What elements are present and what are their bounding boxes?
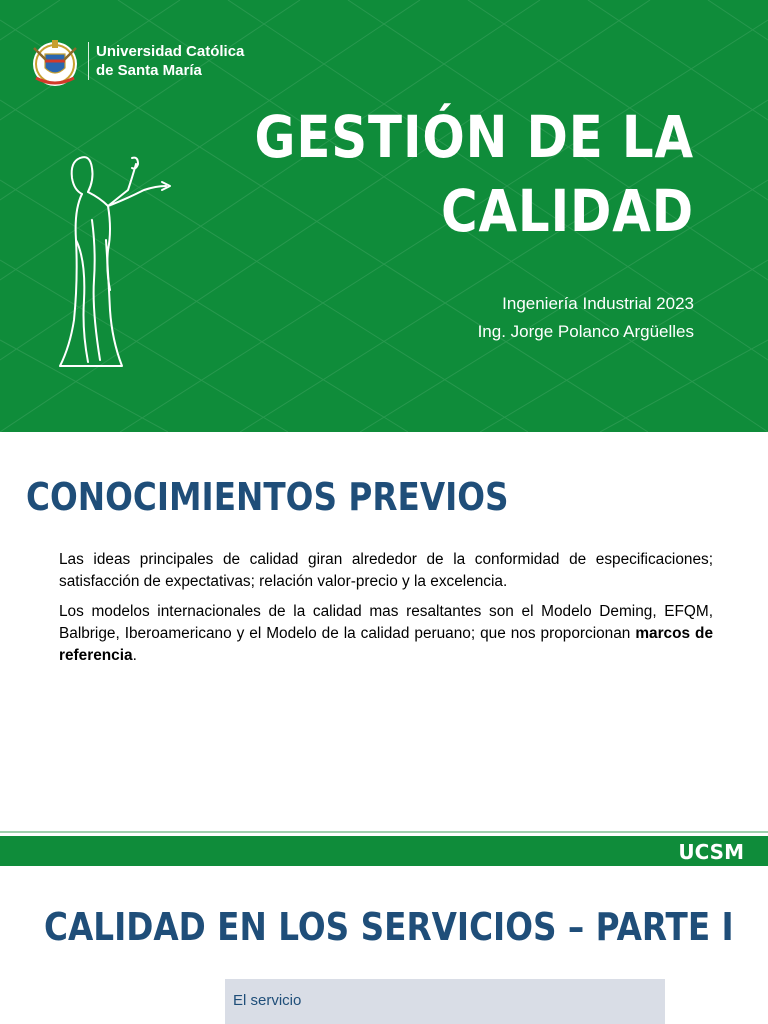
logo-divider [88,42,89,80]
title-line2: CALIDAD [441,177,694,245]
university-name [96,42,244,80]
university-crest-icon [28,34,82,90]
content-box-label: El servicio [233,992,302,1009]
title-slide [0,0,768,432]
slide-footer [0,836,768,866]
paragraph-models-bold: marcos de referencia [59,625,714,664]
paragraph-models-end: . [132,647,137,664]
presentation-subtitle [478,290,694,346]
slide-heading: CALIDAD EN LOS SERVICIOS – PARTE I [44,905,734,949]
footer-brand: UCSM [678,840,744,864]
paragraph-quality-ideas: Las ideas principales de calidad giran alrededor de la conformidad de especificaciones; satisfacción de expectativas; relación valor-precio y la excelencia. [59,551,713,590]
paragraph-models-text: Los modelos internacionales de la calidad mas resaltantes son el Modelo Deming, EFQM, Balbrige, Iberoamericano y el Modelo de la calidad peruano; que nos proporcionan [59,603,713,642]
paragraph-quality-models [59,601,713,667]
slide-heading: CONOCIMIENTOS PREVIOS [26,475,509,519]
services-quality-slide [0,866,768,1024]
footer-divider [0,831,768,833]
subtitle-course: Ingeniería Industrial 2023 [502,294,694,313]
university-name-line2: de Santa María [96,62,202,79]
virgin-statue-icon [52,150,176,374]
title-line1: GESTIÓN DE LA [254,103,694,171]
previous-knowledge-slide [0,432,768,866]
university-name-line1: Universidad Católica [96,43,245,60]
content-box [225,979,665,1024]
slide-body [59,549,713,675]
presentation-title [255,100,694,248]
subtitle-author: Ing. Jorge Polanco Argüelles [477,322,694,341]
